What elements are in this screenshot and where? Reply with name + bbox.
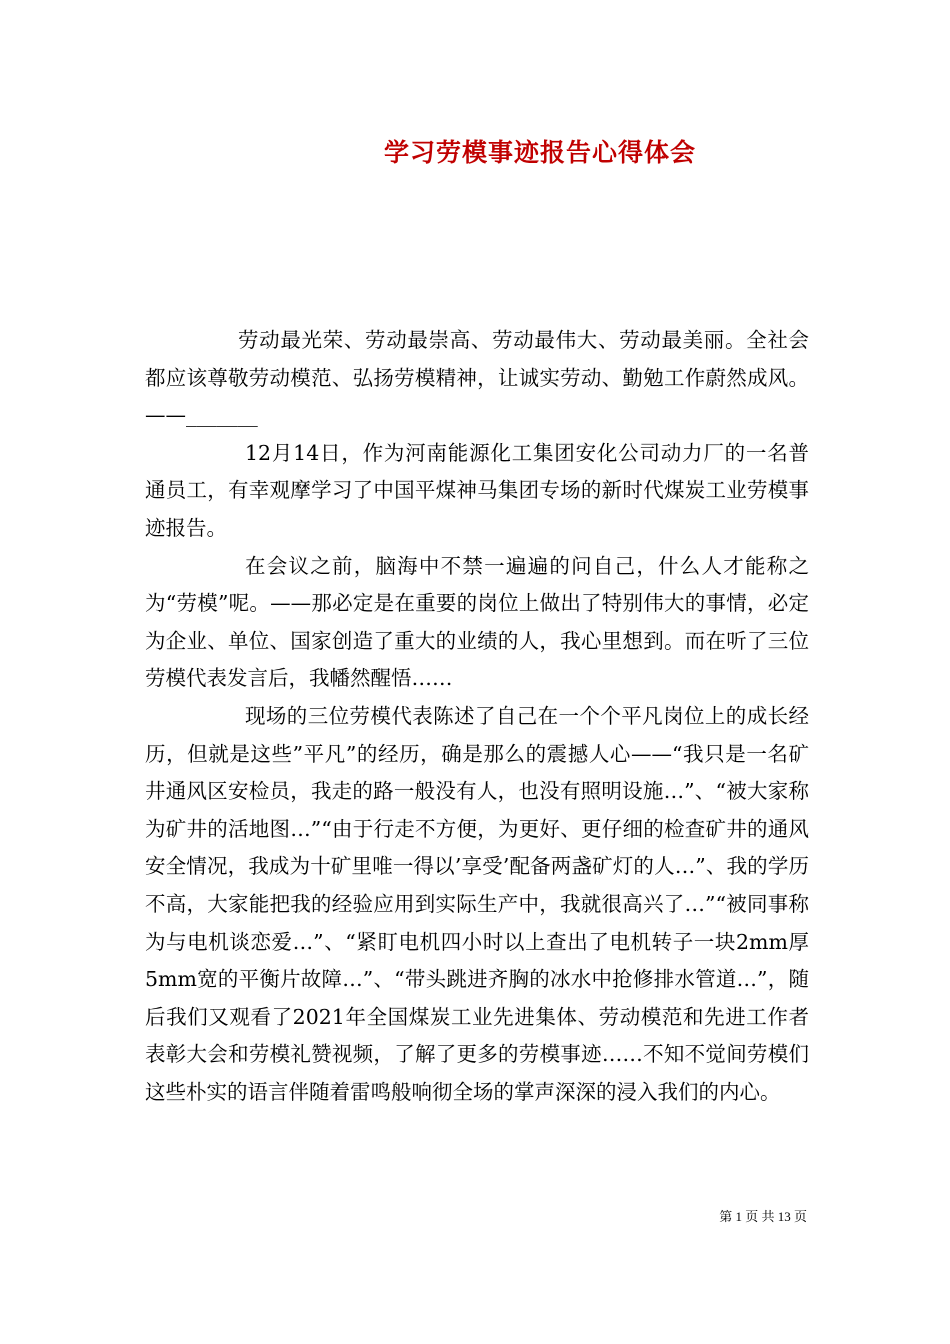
paragraph-intro: 12月14日，作为河南能源化工集团安化公司动力厂的一名普通员工，有幸观摩学习了中国平煤神马集团专场的新时代煤炭工业劳模事迹报告。 [145,440,809,540]
document-title: 学习劳模事迹报告心得体会 [383,138,696,167]
paragraph-quote: 劳动最光荣、劳动最崇高、劳动最伟大、劳动最美丽。全社会都应该尊敬劳动模范、弘扬劳模精神，让诚实劳动、勤勉工作蔚然成风。——_______ [145,328,809,428]
document-body [145,322,809,1111]
page-number: 第 1 页 共 13 页 [719,1209,807,1224]
paragraph-stories: 现场的三位劳模代表陈述了自己在一个个平凡岗位上的成长经历，但就是这些”平凡”的经历，确是那么的震撼人心——“我只是一名矿井通风区安检员，我走的路一般没有人，也没有照明设施…”、“被大家称为矿井的活地图…”“由于行走不方便，为更好、更仔细的检查矿井的通风安全情况，我成为十矿里唯一得以’享受’配备两盏矿灯的人…”、我的学历不高，大家能把我的经验应用到实际生产中，我就很高兴了…”“被同事称为与电机谈恋爱…”、“紧盯电机四小时以上查出了电机转子一块2mm厚5mm宽的平衡片故障…”、“带头跳进齐胸的冰水中抢修排水管道…”，随后我们又观看了2021年全国煤炭工业先进集体、劳动模范和先进工作者表彰大会和劳模礼赞视频，了解了更多的劳模事迹……不知不觉间劳模们这些朴实的语言伴随着雷鸣般响彻全场的掌声深深的浸入我们的内心。 [145,703,809,1104]
paragraph-reflection: 在会议之前，脑海中不禁一遍遍的问自己，什么人才能称之为“劳模”呢。——那必定是在重要的岗位上做出了特别伟大的事情，必定为企业、单位、国家创造了重大的业绩的人，我心里想到。而在听了三位劳模代表发言后，我幡然醒悟…… [145,553,809,691]
